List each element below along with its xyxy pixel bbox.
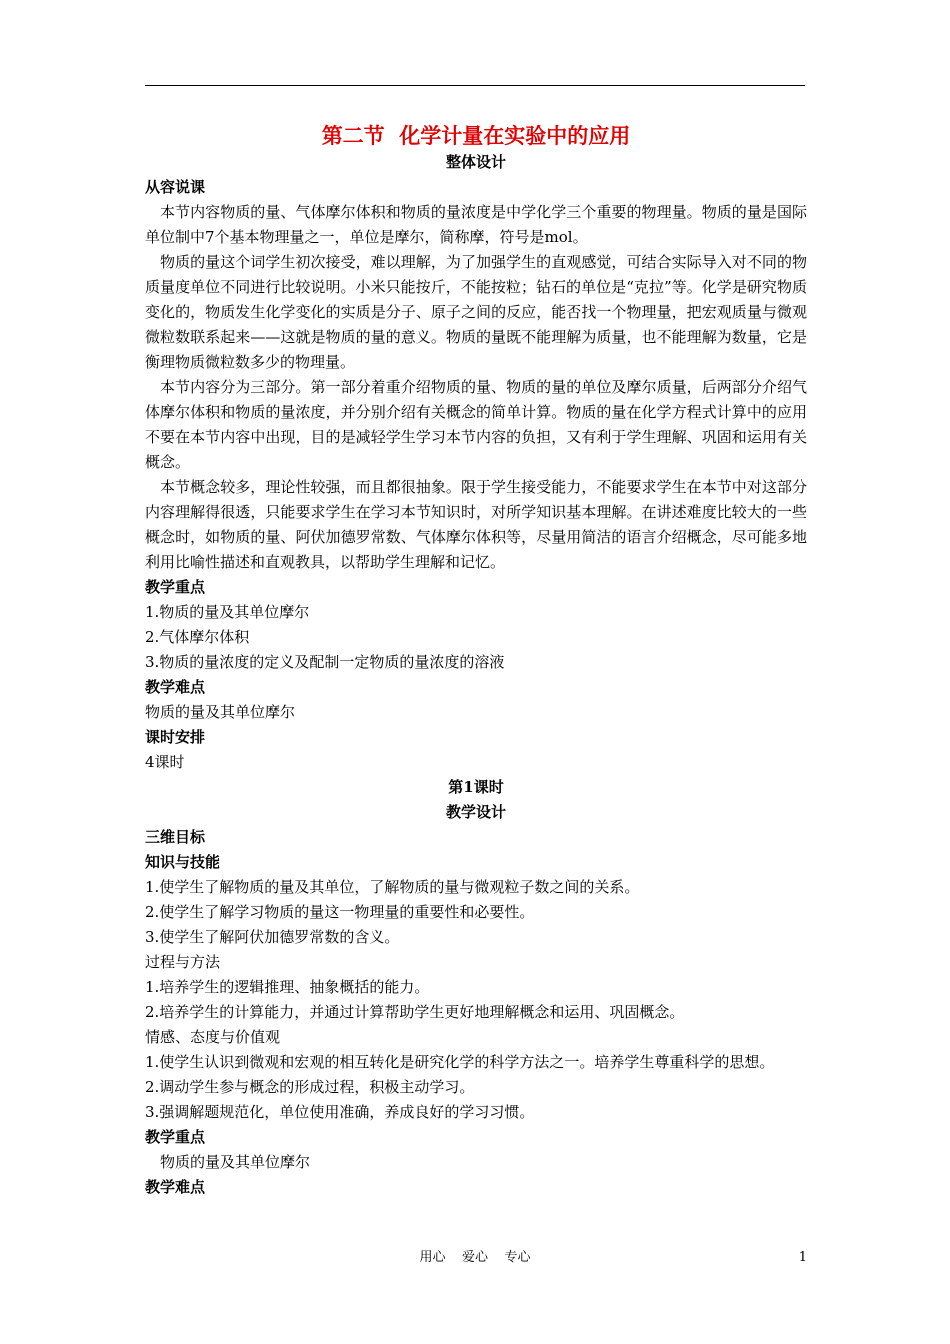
list-item: 2.培养学生的计算能力，并通过计算帮助学生更好地理解概念和运用、巩固概念。 [145,1003,685,1021]
subsection-heading-qinggan: 情感、态度与价值观 [145,1028,281,1046]
anpai-text: 4课时 [145,753,185,771]
list-item: 1.物质的量及其单位摩尔 [145,603,310,621]
paragraph: 本节内容物质的量、气体摩尔体积和物质的量浓度是中学化学三个重要的物理量。物质的量是国际单位制中7个基本物理量之一，单位是摩尔，简称摩，符号是mol。 [145,203,807,246]
paragraph: 物质的量这个词学生初次接受，难以理解，为了加强学生的直观感觉，可结合实际导入对不同的物质量度单位不同进行比较说明。小米只能按斤，不能按粒；钻石的单位是“克拉”等。化学是研究物质变化的，物质发生化学变化的实质是分子、原子之间的反应，能否找一个物理量，把宏观质量与微观微粒数联系起来——这就是物质的量的意义。物质的量既不能理解为质量，也不能理解为数量，它是衡理物质微粒数多少的物理量。 [145,253,807,371]
section-heading-zhongdian: 教学重点 [145,578,206,596]
nandian-text: 物质的量及其单位摩尔 [145,703,296,721]
lesson-subheading: 教学设计 [445,803,506,821]
list-item: 3.强调解题规范化，单位使用准确，养成良好的学习习惯。 [145,1103,535,1121]
paragraph: 本节内容分为三部分。第一部分着重介绍物质的量、物质的量的单位及摩尔质量，后两部分介绍气体摩尔体积和物质的量浓度，并分别介绍有关概念的简单计算。物质的量在化学方程式计算中的应用不要在本节内容中出现，目的是减轻学生学习本节内容的负担，又有利于学生理解、巩固和运用有关概念。 [145,378,807,471]
header-rule [145,85,805,86]
document-title: 第二节 化学计量在实验中的应用 [321,123,631,148]
list-item: 3.物质的量浓度的定义及配制一定物质的量浓度的溶液 [145,653,505,671]
list-item: 1.培养学生的逻辑推理、抽象概括的能力。 [145,978,430,996]
paragraph: 本节概念较多，理论性较强，而且都很抽象。限于学生接受能力，不能要求学生在本节中对这部分内容理解得很透，只能要求学生在学习本节知识时，对所学知识基本理解。在讲述难度比较大的一些概念时，如物质的量、阿伏加德罗常数、气体摩尔体积等，尽量用简洁的语言介绍概念，尽可能多地利用比喻性描述和直观教具，以帮助学生理解和记忆。 [145,478,807,571]
document-subtitle: 整体设计 [445,153,506,171]
subsection-heading-zhishi: 知识与技能 [145,853,221,871]
section-heading-anpai: 课时安排 [145,728,206,746]
zhongdian-2-text: 物质的量及其单位摩尔 [160,1153,311,1171]
list-item: 3.使学生了解阿伏加德罗常数的含义。 [145,928,400,946]
list-item: 1.使学生了解物质的量及其单位，了解物质的量与微观粒子数之间的关系。 [145,878,640,896]
document-body [145,122,807,1200]
section-heading-nandian-2: 教学难点 [145,1178,206,1196]
list-item: 1.使学生认识到微观和宏观的相互转化是研究化学的科学方法之一。培养学生尊重科学的思想。 [145,1053,775,1071]
section-heading-nandian: 教学难点 [145,678,206,696]
footer-motto: 用心 爱心 专心 [419,1250,531,1265]
section-heading-zhongdian-2: 教学重点 [145,1128,206,1146]
page-number: 1 [798,1250,807,1265]
list-item: 2.气体摩尔体积 [145,628,250,646]
section-heading-congrong: 从容说课 [145,178,206,196]
list-item: 2.调动学生参与概念的形成过程，积极主动学习。 [145,1078,475,1096]
section-heading-mubiao: 三维目标 [145,828,206,846]
subsection-heading-guocheng: 过程与方法 [145,953,221,971]
list-item: 2.使学生了解学习物质的量这一物理量的重要性和必要性。 [145,903,535,921]
lesson-heading: 第1课时 [448,778,504,796]
